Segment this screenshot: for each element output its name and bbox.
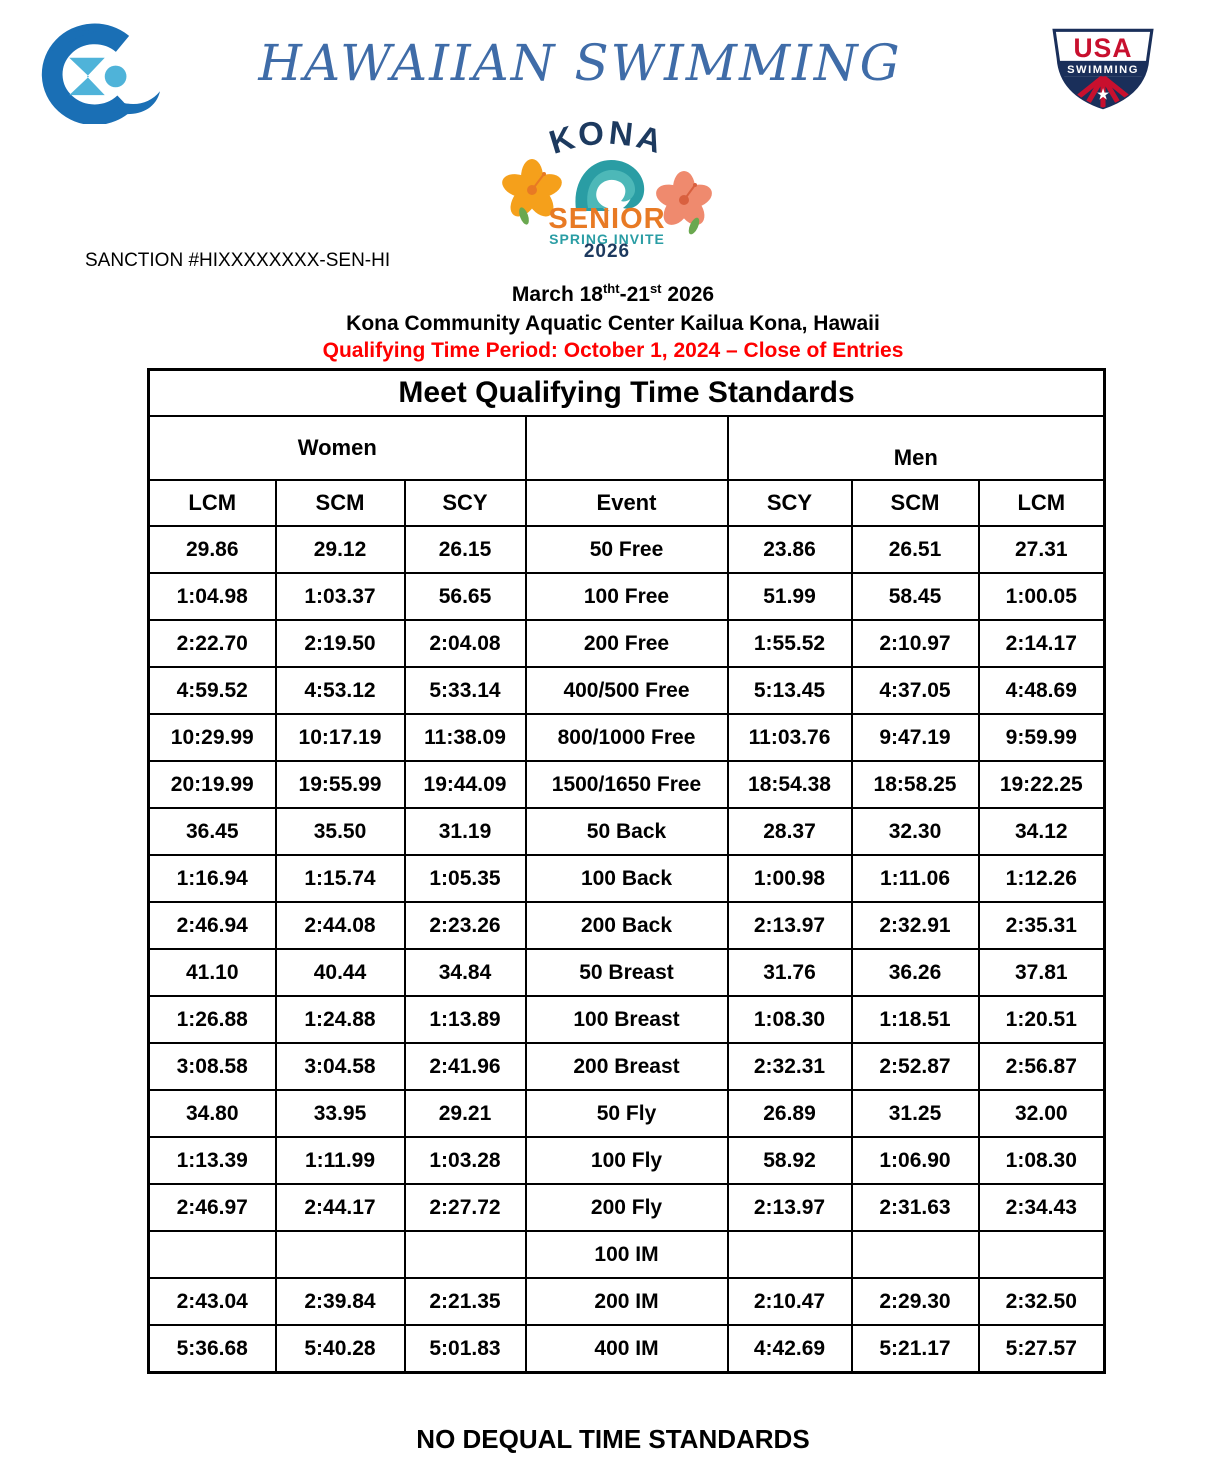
event-cell: 200 Breast <box>526 1043 728 1090</box>
time-cell: 34.12 <box>979 808 1105 855</box>
event-cell: 100 Fly <box>526 1137 728 1184</box>
time-cell: 58.92 <box>728 1137 852 1184</box>
time-cell: 36.26 <box>852 949 979 996</box>
time-cell: 20:19.99 <box>149 761 276 808</box>
time-cell: 2:46.94 <box>149 902 276 949</box>
time-cell: 2:27.72 <box>405 1184 526 1231</box>
org-title: HAWAIIAN SWIMMING <box>258 34 902 92</box>
col-header-event: Event <box>526 480 728 526</box>
time-cell: 2:41.96 <box>405 1043 526 1090</box>
time-cell: 36.45 <box>149 808 276 855</box>
time-cell: 1:03.37 <box>276 573 405 620</box>
table-row <box>149 761 1105 808</box>
table-row <box>149 996 1105 1043</box>
time-cell: 51.99 <box>728 573 852 620</box>
time-cell: 26.15 <box>405 526 526 573</box>
time-cell: 41.10 <box>149 949 276 996</box>
time-cell: 2:22.70 <box>149 620 276 667</box>
spring-invite-text: SPRING INVITE <box>549 231 665 247</box>
time-cell: 5:36.68 <box>149 1325 276 1373</box>
time-cell: 2:44.08 <box>276 902 405 949</box>
table-row <box>149 1043 1105 1090</box>
date-superscript: tht <box>602 281 620 296</box>
col-header-men-lcm: LCM <box>979 480 1105 526</box>
table-row <box>149 620 1105 667</box>
table-title: Meet Qualifying Time Standards <box>149 370 1105 417</box>
time-table-body <box>149 526 1105 1373</box>
time-cell: 5:40.28 <box>276 1325 405 1373</box>
kona-text: KONA <box>544 118 670 161</box>
time-cell: 1:08.30 <box>728 996 852 1043</box>
table-row <box>149 714 1105 761</box>
event-cell: 50 Free <box>526 526 728 573</box>
men-header: Men <box>728 416 1105 480</box>
time-cell: 1:11.06 <box>852 855 979 902</box>
table-row <box>149 1137 1105 1184</box>
time-cell: 10:17.19 <box>276 714 405 761</box>
time-cell: 2:32.91 <box>852 902 979 949</box>
time-cell: 26.89 <box>728 1090 852 1137</box>
time-cell: 35.50 <box>276 808 405 855</box>
time-cell <box>405 1231 526 1278</box>
time-cell: 2:23.26 <box>405 902 526 949</box>
time-cell: 4:42.69 <box>728 1325 852 1373</box>
time-cell: 11:03.76 <box>728 714 852 761</box>
event-cell: 200 Free <box>526 620 728 667</box>
time-cell <box>149 1231 276 1278</box>
event-cell: 100 Breast <box>526 996 728 1043</box>
time-cell: 5:27.57 <box>979 1325 1105 1373</box>
date-part: March 18 <box>511 283 603 306</box>
table-row <box>149 573 1105 620</box>
time-cell: 2:32.31 <box>728 1043 852 1090</box>
qualifying-standards-table <box>147 368 1106 1374</box>
date-part: 2026 <box>661 283 715 306</box>
time-cell: 2:32.50 <box>979 1278 1105 1325</box>
time-cell: 5:21.17 <box>852 1325 979 1373</box>
time-cell: 2:19.50 <box>276 620 405 667</box>
time-cell: 1:13.39 <box>149 1137 276 1184</box>
event-cell: 50 Breast <box>526 949 728 996</box>
time-cell: 2:31.63 <box>852 1184 979 1231</box>
time-cell: 31.19 <box>405 808 526 855</box>
col-header-women-lcm: LCM <box>149 480 276 526</box>
time-cell: 1:06.90 <box>852 1137 979 1184</box>
time-cell: 56.65 <box>405 573 526 620</box>
time-cell: 1:16.94 <box>149 855 276 902</box>
time-cell: 3:08.58 <box>149 1043 276 1090</box>
time-cell: 1:05.35 <box>405 855 526 902</box>
time-cell: 1:00.05 <box>979 573 1105 620</box>
time-cell: 5:33.14 <box>405 667 526 714</box>
table-row <box>149 949 1105 996</box>
svg-text:KONA <box>545 118 669 161</box>
time-cell: 18:58.25 <box>852 761 979 808</box>
time-cell: 2:10.47 <box>728 1278 852 1325</box>
time-cell: 1:03.28 <box>405 1137 526 1184</box>
time-cell: 2:35.31 <box>979 902 1105 949</box>
qualifying-period: Qualifying Time Period: October 1, 2024 – Close of Entries <box>322 339 904 362</box>
time-cell: 27.31 <box>979 526 1105 573</box>
time-cell: 31.76 <box>728 949 852 996</box>
time-cell: 18:54.38 <box>728 761 852 808</box>
time-cell: 2:34.43 <box>979 1184 1105 1231</box>
time-cell: 29.12 <box>276 526 405 573</box>
time-cell: 19:22.25 <box>979 761 1105 808</box>
time-cell <box>852 1231 979 1278</box>
event-cell: 800/1000 Free <box>526 714 728 761</box>
star-icon: ★ <box>1096 86 1110 104</box>
time-cell: 2:44.17 <box>276 1184 405 1231</box>
time-cell: 1:55.52 <box>728 620 852 667</box>
time-cell: 37.81 <box>979 949 1105 996</box>
event-cell: 50 Back <box>526 808 728 855</box>
time-cell: 1:12.26 <box>979 855 1105 902</box>
time-cell: 2:04.08 <box>405 620 526 667</box>
time-cell: 1:24.88 <box>276 996 405 1043</box>
meet-dates <box>10 281 1206 310</box>
time-cell: 9:59.99 <box>979 714 1105 761</box>
event-cell: 50 Fly <box>526 1090 728 1137</box>
time-cell: 2:13.97 <box>728 902 852 949</box>
time-cell: 2:43.04 <box>149 1278 276 1325</box>
time-cell: 28.37 <box>728 808 852 855</box>
course-header-row <box>149 480 1105 526</box>
time-cell: 58.45 <box>852 573 979 620</box>
senior-text: SENIOR <box>548 203 666 235</box>
col-header-women-scm: SCM <box>276 480 405 526</box>
col-header-men-scm: SCM <box>852 480 979 526</box>
table-row <box>149 526 1105 573</box>
time-cell: 2:21.35 <box>405 1278 526 1325</box>
event-cell: 100 IM <box>526 1231 728 1278</box>
footer-note: NO DEQUAL TIME STANDARDS <box>416 1424 810 1454</box>
table-row <box>149 902 1105 949</box>
event-cell: 200 Back <box>526 902 728 949</box>
time-cell: 19:55.99 <box>276 761 405 808</box>
swimming-text: SWIMMING <box>1067 64 1139 77</box>
event-cell: 200 IM <box>526 1278 728 1325</box>
time-cell: 4:59.52 <box>149 667 276 714</box>
col-header-men-scy: SCY <box>728 480 852 526</box>
time-cell <box>979 1231 1105 1278</box>
time-cell: 2:29.30 <box>852 1278 979 1325</box>
table-row <box>149 855 1105 902</box>
table-row <box>149 1090 1105 1137</box>
time-cell: 4:37.05 <box>852 667 979 714</box>
qualifying-standards-table-wrap <box>147 368 1106 1374</box>
time-cell: 34.84 <box>405 949 526 996</box>
time-cell: 1:26.88 <box>149 996 276 1043</box>
time-cell: 1:13.89 <box>405 996 526 1043</box>
year-text: 2026 <box>583 241 631 258</box>
sanction-number: SANCTION #HIXXXXXXXX-SEN-HI <box>85 250 391 271</box>
date-superscript: st <box>649 281 662 296</box>
time-cell: 10:29.99 <box>149 714 276 761</box>
time-cell: 2:39.84 <box>276 1278 405 1325</box>
meet-info-block <box>10 281 1206 364</box>
time-cell: 29.21 <box>405 1090 526 1137</box>
gender-header-row <box>149 416 1105 480</box>
time-cell: 9:47.19 <box>852 714 979 761</box>
table-title-row <box>149 370 1105 417</box>
time-cell: 40.44 <box>276 949 405 996</box>
time-cell: 19:44.09 <box>405 761 526 808</box>
event-cell: 1500/1650 Free <box>526 761 728 808</box>
time-cell: 2:46.97 <box>149 1184 276 1231</box>
event-cell: 100 Free <box>526 573 728 620</box>
event-cell: 100 Back <box>526 855 728 902</box>
time-cell <box>728 1231 852 1278</box>
time-cell: 2:14.17 <box>979 620 1105 667</box>
time-cell: 29.86 <box>149 526 276 573</box>
time-cell: 3:04.58 <box>276 1043 405 1090</box>
table-row <box>149 1231 1105 1278</box>
time-cell: 1:15.74 <box>276 855 405 902</box>
time-cell: 11:38.09 <box>405 714 526 761</box>
table-row <box>149 808 1105 855</box>
table-row <box>149 1325 1105 1373</box>
time-cell: 1:20.51 <box>979 996 1105 1043</box>
time-cell: 4:48.69 <box>979 667 1105 714</box>
usa-text: USA <box>1073 32 1133 63</box>
time-cell <box>276 1231 405 1278</box>
time-cell: 2:56.87 <box>979 1043 1105 1090</box>
time-cell: 26.51 <box>852 526 979 573</box>
time-cell: 31.25 <box>852 1090 979 1137</box>
time-cell: 2:13.97 <box>728 1184 852 1231</box>
col-header-women-scy: SCY <box>405 480 526 526</box>
time-cell: 23.86 <box>728 526 852 573</box>
table-row <box>149 667 1105 714</box>
time-cell: 1:08.30 <box>979 1137 1105 1184</box>
time-cell: 2:10.97 <box>852 620 979 667</box>
table-row <box>149 1184 1105 1231</box>
time-cell: 1:04.98 <box>149 573 276 620</box>
women-header: Women <box>149 416 526 480</box>
time-cell: 5:01.83 <box>405 1325 526 1373</box>
event-cell: 400 IM <box>526 1325 728 1373</box>
gender-row-event-spacer <box>526 416 728 480</box>
meet-venue: Kona Community Aquatic Center Kailua Kona, Hawaii <box>346 312 880 335</box>
time-cell: 1:11.99 <box>276 1137 405 1184</box>
time-cell: 33.95 <box>276 1090 405 1137</box>
time-cell: 1:18.51 <box>852 996 979 1043</box>
kona-event-logo <box>496 118 718 258</box>
time-cell: 5:13.45 <box>728 667 852 714</box>
time-cell: 2:52.87 <box>852 1043 979 1090</box>
time-cell: 1:00.98 <box>728 855 852 902</box>
time-cell: 32.00 <box>979 1090 1105 1137</box>
time-cell: 32.30 <box>852 808 979 855</box>
event-cell: 200 Fly <box>526 1184 728 1231</box>
usa-swimming-logo <box>1046 26 1160 112</box>
time-cell: 34.80 <box>149 1090 276 1137</box>
table-row <box>149 1278 1105 1325</box>
date-part: -21 <box>619 283 650 306</box>
event-cell: 400/500 Free <box>526 667 728 714</box>
time-cell: 4:53.12 <box>276 667 405 714</box>
